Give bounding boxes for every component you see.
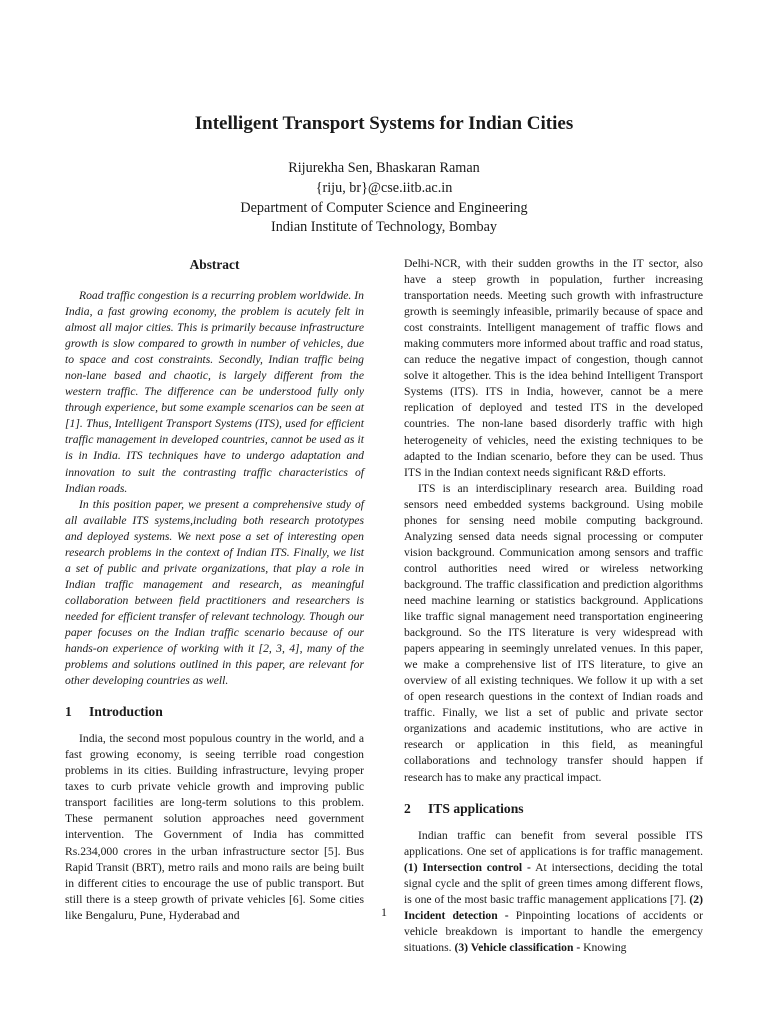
- item-text: Pinpointing locations of accidents or vehicle breakdown is important to handle the emergency situations.: [404, 908, 704, 954]
- abstract-paragraph: In this position paper, we present a comprehensive study of all available ITS systems,including both research prototypes and deployed systems. We next pose a set of interesting open research problems in the context of Indian ITS. Finally, we list a set of public and private organizations, that play a role in Indian traffic management and research, as meaningful collaboration between field practitioners and researchers is needed for efficient transfer of relevant technology. Though our paper focuses on the Indian traffic scenario because of our hands-on experience of working with it [2, 3, 4], many of the problems and solutions outlined in this paper, are relevant for other developing countries as well.: [65, 497, 364, 688]
- item-text: At intersections, deciding the total signal cycle and the split of green times among different flows, is one of the most basic traffic management applications [7].: [404, 860, 703, 906]
- introduction-paragraph: ITS is an interdisciplinary research area. Building road sensors need embedded systems background. Using mobile phones for sensing need mobile computing background. Analyzing sensed data needs signal processing or computer vision background. Communication among sensors and traffic control authorities need wired or wireless networking background. The traffic classification and prediction algorithms need machine learning or statistics background. Applications like traffic signal management need transportation engineering background. So the ITS literature is very widespread with papers appearing in seemingly unrelated venues. In this paper, we make a comprehensive list of ITS literature, to give an overview of all existing techniques. We follow it up with a set of open research questions in the context of Indian roads and traffic. Finally, we list a set of public and private sector organizations and academic institutions, who are active in research or application in this field, as meaningful collaborations and technology transfer should happen if research has to make any practical impact.: [404, 481, 703, 784]
- section-number: 2: [404, 800, 411, 816]
- author-email: {riju, br}@cse.iitb.ac.in: [315, 179, 453, 196]
- page-number: 1: [381, 905, 387, 919]
- section-title: ITS applications: [428, 800, 524, 816]
- abstract-section: [65, 256, 364, 689]
- author-institute: Indian Institute of Technology, Bombay: [271, 219, 497, 236]
- section-title: Introduction: [89, 704, 163, 720]
- item-text: Knowing: [580, 940, 627, 954]
- abstract-paragraph: Road traffic congestion is a recurring problem worldwide. In India, a fast growing economy, the problem is acutely felt in almost all major cities. This is primarily because infrastructure growth is slow compared to growth in number of vehicles, due to space and cost constraints. Secondly, Indian traffic being non-lane based and chaotic, is largely different from the western traffic. The difference can be understood fully only through experience, but some example scenarios can be seen at [1]. Thus, Intelligent Transport Systems (ITS), used for efficient traffic management in developed countries, cannot be used as it is in India. ITS techniques have to undergo adaptation and innovation to suit the contrasting traffic characteristics of Indian roads.: [65, 289, 364, 495]
- section-number: 1: [65, 704, 72, 720]
- paper-title: Intelligent Transport Systems for Indian Cities: [194, 113, 574, 134]
- introduction-paragraph-continued: Delhi-NCR, with their sudden growths in the IT sector, also have a steep growth in population, further increasing transportation needs. Meeting such growth with infrastructure growth is seemingly infeasible, primarily because of space and cost constraints. Intelligent management of traffic flows and making commuters more informed about traffic and road status, can reduce the negative impact of congestion, though cannot solve it altogether. This is the idea behind Intelligent Transport Systems (ITS). ITS in India, however, cannot be a mere replication of deployed and tested ITS in the developed countries. The non-lane based disorderly traffic with high heterogeneity of vehicles, need the existing techniques to be adapted to the Indian scenario, before they can be used. Thus ITS in the Indian context needs significant R&D efforts.: [404, 257, 703, 479]
- item-label: (2) Incident detection -: [404, 892, 703, 922]
- its-applications-paragraph: [404, 828, 703, 956]
- introduction-heading: [65, 703, 364, 721]
- its-intro-text: Indian traffic can benefit from several possible ITS applications. One set of applications is for traffic management.: [404, 828, 703, 858]
- its-applications-heading: [404, 800, 703, 818]
- item-label: (3) Vehicle classification -: [454, 940, 581, 954]
- author-block: [0, 159, 768, 238]
- right-column: [404, 256, 703, 956]
- author-department: Department of Computer Science and Engineering: [240, 199, 528, 216]
- item-label: (1) Intersection control -: [404, 860, 531, 874]
- introduction-paragraph: India, the second most populous country in the world, and a fast growing economy, is seeing terrible road congestion problems in its cities. Building infrastructure, levying proper taxes to curb private vehicle growth and improving public transport facilities are long-term solutions to this problem. These permanent solution approaches need government intervention. The Government of India has committed Rs.234,000 crores in the urban infrastructure sector [5]. Bus Rapid Transit (BRT), metro rails and mono rails are being built in different cities to encourage the use of public transport. But still there is a steep growth of private vehicles [6]. Some cities like Bengaluru, Pune, Hyderabad and: [65, 732, 364, 922]
- left-column: [65, 256, 364, 924]
- author-names: Rijurekha Sen, Bhaskaran Raman: [288, 160, 480, 176]
- abstract-heading: Abstract: [189, 257, 240, 272]
